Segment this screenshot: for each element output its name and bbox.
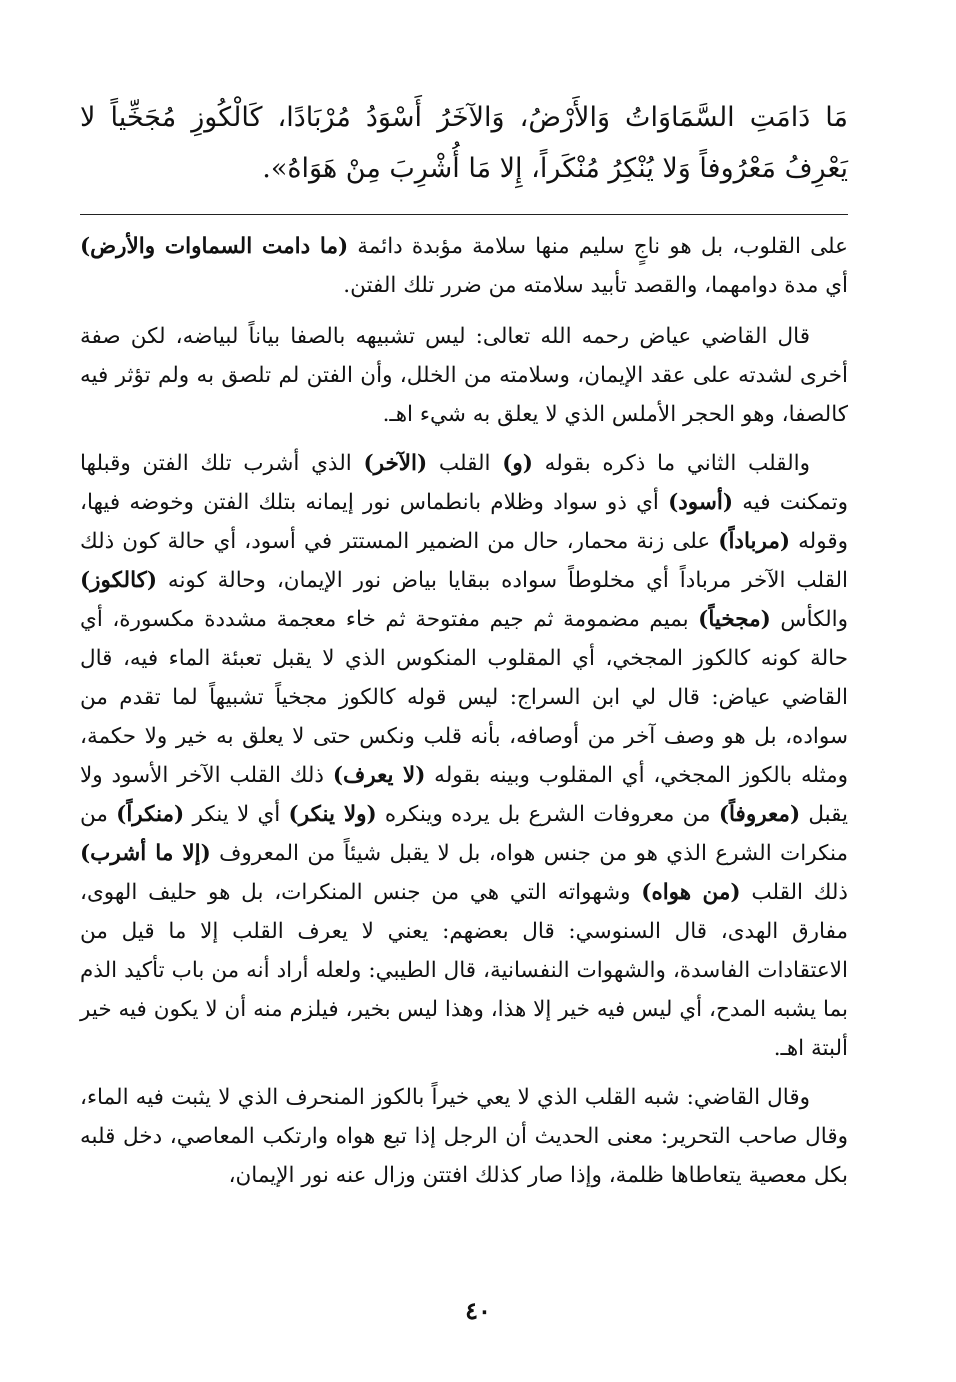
quoted-phrase: (ولا ينكر)	[288, 802, 377, 827]
paragraph-text: على زنة محمار، حال من الضمير المستتر في أسود، أي حالة كون ذلك القلب الآخر مرباداً أي مخلوطاً سواده ببقايا بياض نور الإيمان، وحالة كونه	[80, 529, 848, 593]
paragraph-text: أي مدة دوامهما، والقصد تأبيد سلامته من ضرر تلك الفتن.	[343, 273, 848, 298]
quoted-phrase: (كالكوز)	[80, 568, 158, 593]
paragraph-text: والقلب الثاني ما ذكره بقوله	[532, 451, 811, 476]
paragraph-text: الذي أشرب تلك الفتن وقبلها وتمكنت فيه	[80, 451, 849, 515]
quoted-phrase: (منكراً)	[116, 802, 185, 827]
paragraph-text: من معروفات الشرع بل يرده وينكره	[376, 802, 719, 827]
page-body	[80, 92, 848, 1205]
page-number: ٤٠	[465, 1296, 491, 1325]
paragraph-text: على القلوب، بل هو ناجٍ سليم منها سلامة مؤبدة دائمة	[348, 234, 848, 259]
quoted-phrase: (لا يعرف)	[332, 763, 426, 788]
hadith-text: مَا دَامَتِ السَّمَاوَاتُ وَالأَرْضُ، وَالآخَرُ أَسْوَدُ مُرْبَادًا، كَالْكُوزِ مُجَخِّياً لا يَعْرِفُ مَعْرُوفاً وَلا يُنْكِرُ مُنْكَراً، إِلا مَا أُشْرِبَ مِنْ هَوَاهُ».	[80, 102, 848, 184]
paragraph-text: ذلك القلب	[740, 880, 848, 905]
paragraph-text: ذلك القلب الآخر الأسود ولا يقبل	[80, 763, 849, 827]
paragraph-text: من منكرات الشرع الذي هو من جنس هواه، بل لا يقبل شيئاً من المعروف	[80, 802, 848, 866]
quoted-phrase: (و)	[502, 451, 533, 476]
paragraph-text: أي لا ينكر	[184, 802, 289, 827]
commentary-paragraph-3	[80, 444, 848, 1068]
quoted-phrase: (الآخر)	[363, 451, 428, 476]
commentary-paragraph-1	[80, 227, 848, 305]
commentary-paragraph-2	[80, 317, 848, 434]
paragraph-text: بميم مضمومة ثم جيم مفتوحة ثم خاء معجمة مشددة مكسورة، أي حالة كونه كالكوز المجخي، أي المقلوب المنكوس الذي لا يقبل تعبئة الماء فيه، قال القاضي عياض: قال لي ابن السراج: ليس قوله كالكوز مجخياً تشبيهاً لما تقدم من سواده، بل هو وصف آخر من أوصافه، بأنه قلب ونكس حتى لا يعلق به خير ولا حكمة، ومثله بالكوز المجخي، أي المقلوب وبينه بقوله	[80, 607, 848, 788]
footnote-divider	[80, 214, 848, 215]
paragraph-text: وشهواته التي هي من جنس المنكرات، بل هو حليف الهوى، مفارق الهدى، قال السنوسي: قال بعضهم: يعني لا يعرف القلب إلا ما قيل من الاعتقادات الفاسدة، والشهوات النفسانية، قال الطيبي: ولعله أراد أنه من باب تأكيد الذم بما يشبه المدح، أي ليس فيه خير إلا هذا، وهذا ليس بخير، فيلزم منه أن لا يكون فيه خير ألبتة اهـ.	[80, 880, 848, 1061]
quoted-phrase: (ما دامت السماوات والأرض)	[80, 234, 349, 259]
paragraph-text: والكأس	[770, 607, 848, 632]
paragraph-text: أي ذو سواد وظلام بانطماس نور إيمانه بتلك الفتن وخوضه فيها، وقوله	[80, 490, 848, 554]
quoted-phrase: (أسود)	[668, 490, 734, 515]
paragraph-text: القلب	[427, 451, 503, 476]
quoted-phrase: (معروفاً)	[718, 802, 801, 827]
quoted-phrase: (مرباداً)	[718, 529, 791, 554]
quoted-phrase: (من هواه)	[641, 880, 741, 905]
paragraph-text: وقال القاضي: شبه القلب الذي لا يعي خيراً بالكوز المنحرف الذي لا يثبت فيه الماء، وقال صاحب التحرير: معنى الحديث أن الرجل إذا تبع هواه وارتكب المعاصي، دخل قلبه بكل معصية يتعاطاها ظلمة، وإذا صار كذلك افتتن وزال عنه نور الإيمان،	[80, 1085, 848, 1188]
quoted-phrase: (إلا ما أشرب)	[80, 841, 211, 866]
quoted-phrase: (مجخياً)	[698, 607, 771, 632]
commentary-paragraph-4	[80, 1078, 848, 1195]
paragraph-text: قال القاضي عياض رحمه الله تعالى: ليس تشبيهه بالصفا بياناً لبياضه، لكن صفة أخرى لشدته على عقد الإيمان، وسلامته من الخلل، وأن الفتن لم تلصق به ولم تؤثر فيه كالصفا، وهو الحجر الأملس الذي لا يعلق به شيء اهـ.	[80, 324, 848, 427]
